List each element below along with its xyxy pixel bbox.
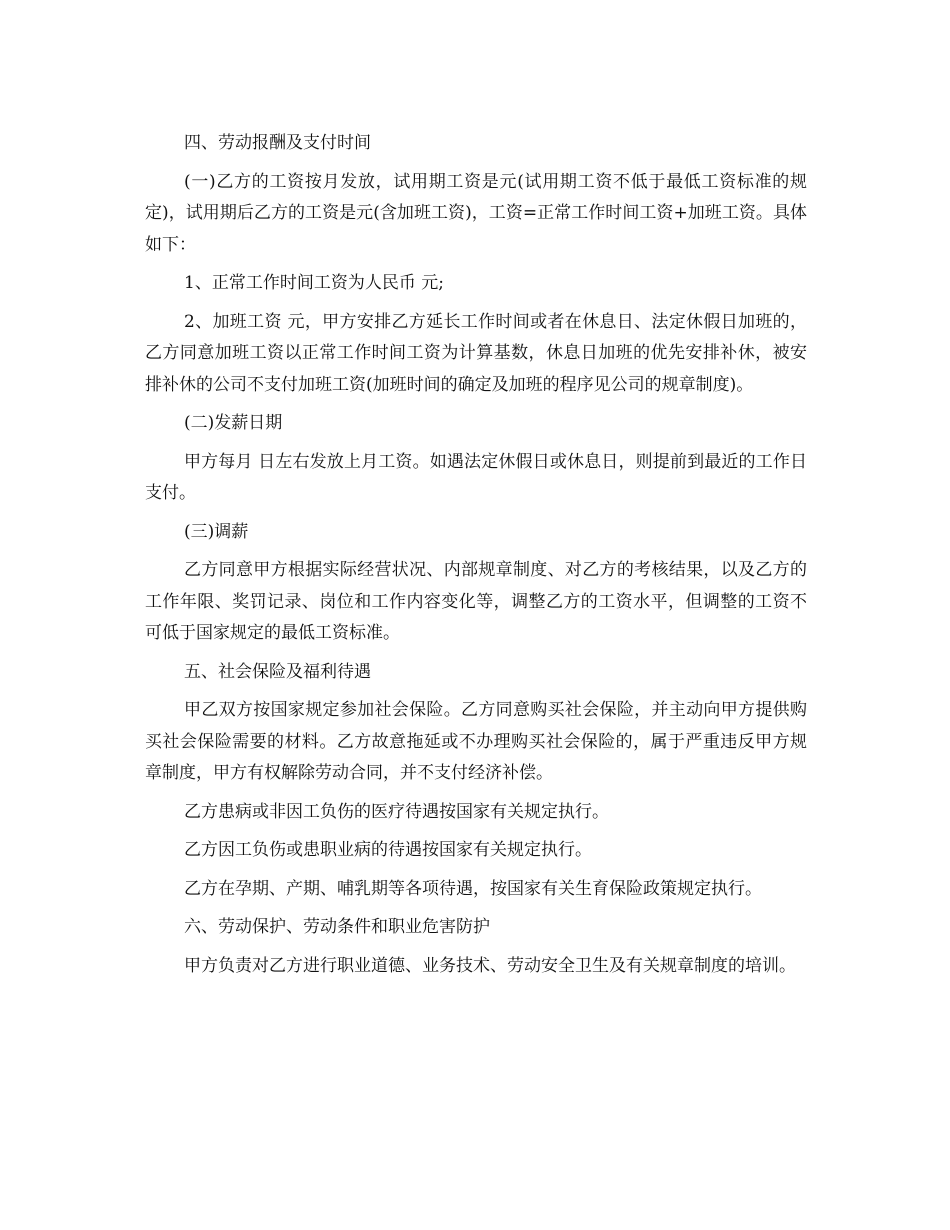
section-heading-6: 六、劳动保护、劳动条件和职业危害防护 xyxy=(184,917,490,937)
paragraph-payday: 甲方每月 日左右发放上月工资。如遇法定休假日或休息日，则提前到最近的工作日支付。 xyxy=(145,451,807,503)
paragraph-work-injury: 乙方因工负伤或患职业病的待遇按国家有关规定执行。 xyxy=(184,840,592,860)
subheading-salary-adjustment: (三)调薪 xyxy=(184,521,249,542)
subheading-payday: (二)发薪日期 xyxy=(184,413,283,433)
paragraph-medical-treatment: 乙方患病或非因工负伤的医疗待遇按国家有关规定执行。 xyxy=(184,801,609,822)
paragraph-maternity: 乙方在孕期、产期、哺乳期等各项待遇，按国家有关生育保险政策规定执行。 xyxy=(184,878,762,899)
section-heading-5: 五、社会保险及福利待遇 xyxy=(184,661,371,682)
document-body xyxy=(145,128,807,982)
paragraph-salary-adjustment: 乙方同意甲方根据实际经营状况、内部规章制度、对乙方的考核结果，以及乙方的工作年限、奖罚记录、岗位和工作内容变化等，调整乙方的工资水平，但调整的工资不可低于国家规定的最低工资标准。 xyxy=(145,560,807,643)
section-heading-4: 四、劳动报酬及支付时间 xyxy=(184,133,371,153)
paragraph-overtime-wage: 2、加班工资 元，甲方安排乙方延长工作时间或者在休息日、法定休假日加班的，乙方同意加班工资以正常工作时间工资为计算基数，休息日加班的优先安排补休，被安排补休的公司不支付加班工资(加班时间的确定及加班的程序见公司的规章制度)。 xyxy=(145,311,807,395)
paragraph-normal-wage: 1、正常工作时间工资为人民币 元; xyxy=(184,273,444,293)
paragraph-wage-payment: (一)乙方的工资按月发放，试用期工资是元(试用期工资不低于最低工资标准的规定)，试用期后乙方的工资是元(含加班工资)，工资=正常工作时间工资+加班工资。具体如下： xyxy=(145,171,807,255)
paragraph-social-insurance: 甲乙双方按国家规定参加社会保险。乙方同意购买社会保险，并主动向甲方提供购买社会保险需要的材料。乙方故意拖延或不办理购买社会保险的，属于严重违反甲方规章制度，甲方有权解除劳动合同，并不支付经济补偿。 xyxy=(145,700,807,783)
paragraph-training: 甲方负责对乙方进行职业道德、业务技术、劳动安全卫生及有关规章制度的培训。 xyxy=(184,955,796,976)
